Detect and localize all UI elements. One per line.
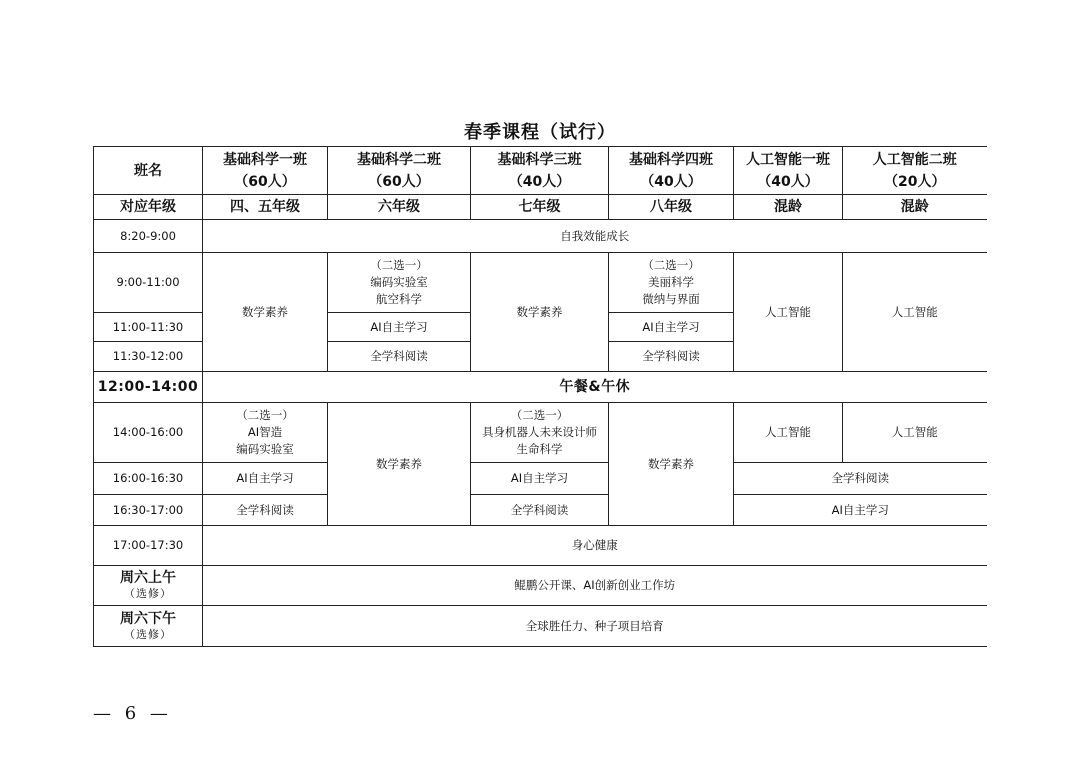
noon-row — [94, 372, 987, 403]
course-cell: 数学素养 — [609, 403, 734, 526]
course-cell: 数学素养 — [203, 253, 328, 372]
course-cell: 全学科阅读 — [328, 342, 471, 372]
course-cell: 人工智能 — [843, 253, 987, 372]
schedule-row — [94, 253, 987, 313]
course-cell: 身心健康 — [203, 526, 987, 566]
course-cell: 午餐&午休 — [203, 372, 987, 403]
time-cell: 9:00-11:00 — [94, 253, 203, 313]
schedule-row — [94, 495, 987, 526]
course-cell: 数学素养 — [471, 253, 609, 372]
time-cell: 16:30-17:00 — [94, 495, 203, 526]
class-header-2: 基础科学二班 （60人） — [328, 147, 471, 195]
time-cell: 14:00-16:00 — [94, 403, 203, 463]
schedule-row — [94, 606, 987, 647]
course-cell: 数学素养 — [328, 403, 471, 526]
course-cell: 全学科阅读 — [609, 342, 734, 372]
course-cell: AI自主学习 — [328, 313, 471, 342]
class-header-3: 基础科学三班 （40人） — [471, 147, 609, 195]
time-cell: 16:00-16:30 — [94, 463, 203, 495]
schedule-row — [94, 463, 987, 495]
course-choice-cell: （二选一） 编码实验室 航空科学 — [328, 253, 471, 313]
course-cell: 全球胜任力、种子项目培育 — [203, 606, 987, 647]
class-header-4: 基础科学四班 （40人） — [609, 147, 734, 195]
grade-cell: 混龄 — [843, 195, 987, 220]
course-cell: AI自主学习 — [609, 313, 734, 342]
schedule-row — [94, 566, 987, 606]
grade-cell: 混龄 — [734, 195, 843, 220]
time-cell: 11:00-11:30 — [94, 313, 203, 342]
course-cell: 全学科阅读 — [203, 495, 328, 526]
course-choice-cell: （二选一） 具身机器人未来设计师 生命科学 — [471, 403, 609, 463]
page-title: 春季课程（试行） — [464, 122, 616, 143]
schedule-row — [94, 526, 987, 566]
grade-cell: 四、五年级 — [203, 195, 328, 220]
course-cell: 人工智能 — [734, 403, 843, 463]
class-header-5: 人工智能一班 （40人） — [734, 147, 843, 195]
schedule-table — [93, 146, 987, 647]
time-cell: 11:30-12:00 — [94, 342, 203, 372]
course-cell: AI自主学习 — [734, 495, 987, 526]
grade-row — [94, 195, 987, 220]
course-cell: 全学科阅读 — [734, 463, 987, 495]
course-cell: 鲲鹏公开课、AI创新创业工作坊 — [203, 566, 987, 606]
course-choice-cell: （二选一） 美丽科学 微纳与界面 — [609, 253, 734, 313]
page-number: — 6 — — [93, 703, 172, 724]
time-cell: 12:00-14:00 — [94, 372, 203, 403]
course-cell: 自我效能成长 — [203, 220, 987, 253]
class-header-6: 人工智能二班 （20人） — [843, 147, 987, 195]
time-cell: 8:20-9:00 — [94, 220, 203, 253]
schedule-row — [94, 220, 987, 253]
class-label-cell: 班名 — [94, 147, 203, 195]
saturday-am-label: 周六上午 （选修） — [94, 566, 203, 606]
grade-cell: 八年级 — [609, 195, 734, 220]
course-cell: 全学科阅读 — [471, 495, 609, 526]
grade-cell: 六年级 — [328, 195, 471, 220]
grade-label: 对应年级 — [94, 195, 203, 220]
course-cell: 人工智能 — [734, 253, 843, 372]
time-cell: 17:00-17:30 — [94, 526, 203, 566]
grade-cell: 七年级 — [471, 195, 609, 220]
saturday-pm-label: 周六下午 （选修） — [94, 606, 203, 647]
course-cell: 人工智能 — [843, 403, 987, 463]
course-cell: AI自主学习 — [203, 463, 328, 495]
course-cell: AI自主学习 — [471, 463, 609, 495]
class-header-1: 基础科学一班 （60人） — [203, 147, 328, 195]
course-choice-cell: （二选一） AI智造 编码实验室 — [203, 403, 328, 463]
header-row — [94, 147, 987, 195]
schedule-row — [94, 403, 987, 463]
